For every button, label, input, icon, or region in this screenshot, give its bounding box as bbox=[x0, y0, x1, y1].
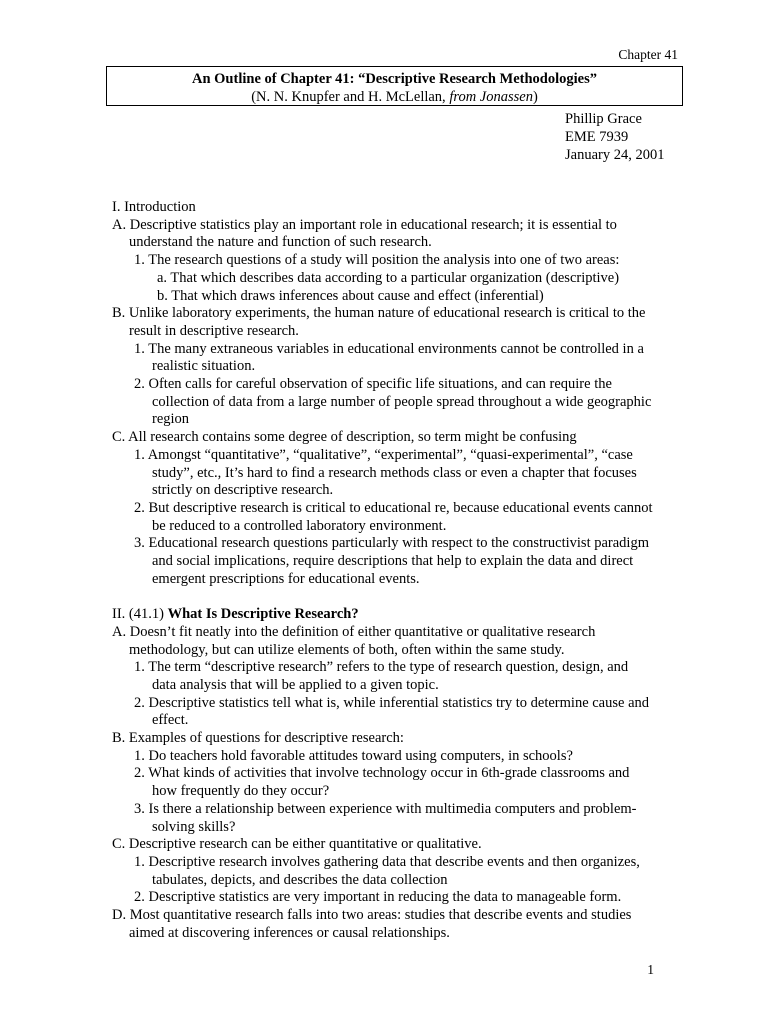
outline-item: result in descriptive research. bbox=[129, 322, 299, 339]
outline-item: C. All research contains some degree of description, so term might be confusing bbox=[112, 429, 577, 446]
outline-item: B. Examples of questions for descriptive research: bbox=[112, 730, 404, 747]
outline-item: 1. The many extraneous variables in educational environments cannot be controlled in a bbox=[134, 340, 644, 357]
section-spacer bbox=[112, 588, 682, 606]
course-code: EME 7939 bbox=[565, 129, 629, 145]
outline-item: 2. Descriptive statistics tell what is, while inferential statistics try to determine cause and bbox=[134, 694, 650, 711]
section-heading: I. Introduction bbox=[112, 199, 196, 215]
outline-item: solving skills? bbox=[152, 818, 236, 835]
outline-item: collection of data from a large number of people spread throughout a wide geographic bbox=[152, 393, 652, 410]
outline-item: D. Most quantitative research falls into two areas: studies that describe events and studies bbox=[112, 907, 632, 924]
outline-item: tabulates, depicts, and describes the data collection bbox=[152, 871, 448, 888]
subtitle-close: ) bbox=[532, 89, 538, 105]
outline-item: strictly on descriptive research. bbox=[152, 482, 334, 499]
outline-item: study”, etc., It’s hard to find a research methods class or even a chapter that focuses bbox=[152, 464, 637, 481]
outline-item: B. Unlike laboratory experiments, the human nature of educational research is critical to the bbox=[112, 305, 646, 322]
section-heading bbox=[112, 606, 682, 624]
outline-item: effect. bbox=[152, 712, 189, 729]
outline-item: 3. Is there a relationship between experience with multimedia computers and problem- bbox=[134, 800, 637, 817]
outline-item: 1. The term “descriptive research” refers to the type of research question, design, and bbox=[134, 659, 629, 676]
outline-item: and social implications, require descriptions that help to explain the data and direct bbox=[152, 553, 634, 570]
author-block bbox=[565, 110, 664, 164]
document-subtitle bbox=[107, 88, 682, 106]
outline-item: realistic situation. bbox=[152, 358, 256, 375]
outline-item: 2. Often calls for careful observation of specific life situations, and can require the bbox=[134, 376, 612, 393]
outline-item: 1. Amongst “quantitative”, “qualitative”, “experimental”, “quasi-experimental”, “case bbox=[134, 446, 633, 463]
subtitle-authors: (N. N. Knupfer and H. McLellan, bbox=[251, 89, 450, 105]
outline-item: how frequently do they occur? bbox=[152, 783, 330, 800]
outline-item: b. That which draws inferences about cause and effect (inferential) bbox=[157, 287, 544, 304]
outline-item: 2. Descriptive statistics are very important in reducing the data to manageable form. bbox=[134, 889, 622, 906]
outline-item: A. Descriptive statistics play an important role in educational research; it is essential to bbox=[112, 216, 617, 233]
document-date: January 24, 2001 bbox=[565, 147, 665, 163]
outline-item: understand the nature and function of such research. bbox=[129, 234, 432, 251]
outline-item: be reduced to a controlled laboratory environment. bbox=[152, 517, 447, 534]
outline-item: region bbox=[152, 411, 190, 428]
outline-item: data analysis that will be applied to a given topic. bbox=[152, 676, 439, 693]
section-number: II. (41.1) bbox=[112, 606, 168, 623]
outline-item: a. That which describes data according to a particular organization (descriptive) bbox=[157, 269, 620, 286]
author-name: Phillip Grace bbox=[565, 111, 642, 127]
section-title: What Is Descriptive Research? bbox=[167, 606, 359, 623]
outline-item: C. Descriptive research can be either quantitative or qualitative. bbox=[112, 836, 482, 853]
subtitle-source: from Jonassen bbox=[449, 89, 533, 105]
outline-item: 2. What kinds of activities that involve technology occur in 6th-grade classrooms and bbox=[134, 765, 630, 782]
outline-item: 1. Do teachers hold favorable attitudes toward using computers, in schools? bbox=[134, 747, 573, 764]
outline-item: 1. The research questions of a study will position the analysis into one of two areas: bbox=[134, 252, 620, 269]
outline-item: 2. But descriptive research is critical to educational re, because educational events cannot bbox=[134, 499, 653, 516]
running-head: Chapter 41 bbox=[618, 47, 678, 62]
outline-item: A. Doesn’t fit neatly into the definition of either quantitative or qualitative research bbox=[112, 623, 596, 640]
outline-item: 1. Descriptive research involves gathering data that describe events and then organizes, bbox=[134, 854, 640, 870]
outline-item: 3. Educational research questions particularly with respect to the constructivist paradigm bbox=[134, 535, 649, 552]
title-box bbox=[106, 66, 683, 106]
page-number: 1 bbox=[647, 962, 654, 977]
outline-item: emergent prescriptions for educational events. bbox=[152, 570, 420, 587]
document-title: An Outline of Chapter 41: “Descriptive Research Methodologies” bbox=[191, 71, 598, 87]
outline-item: methodology, but can utilize elements of both, often within the same study. bbox=[129, 641, 565, 658]
outline-body bbox=[112, 199, 682, 943]
outline-item: aimed at discovering inferences or causal relationships. bbox=[129, 924, 450, 941]
